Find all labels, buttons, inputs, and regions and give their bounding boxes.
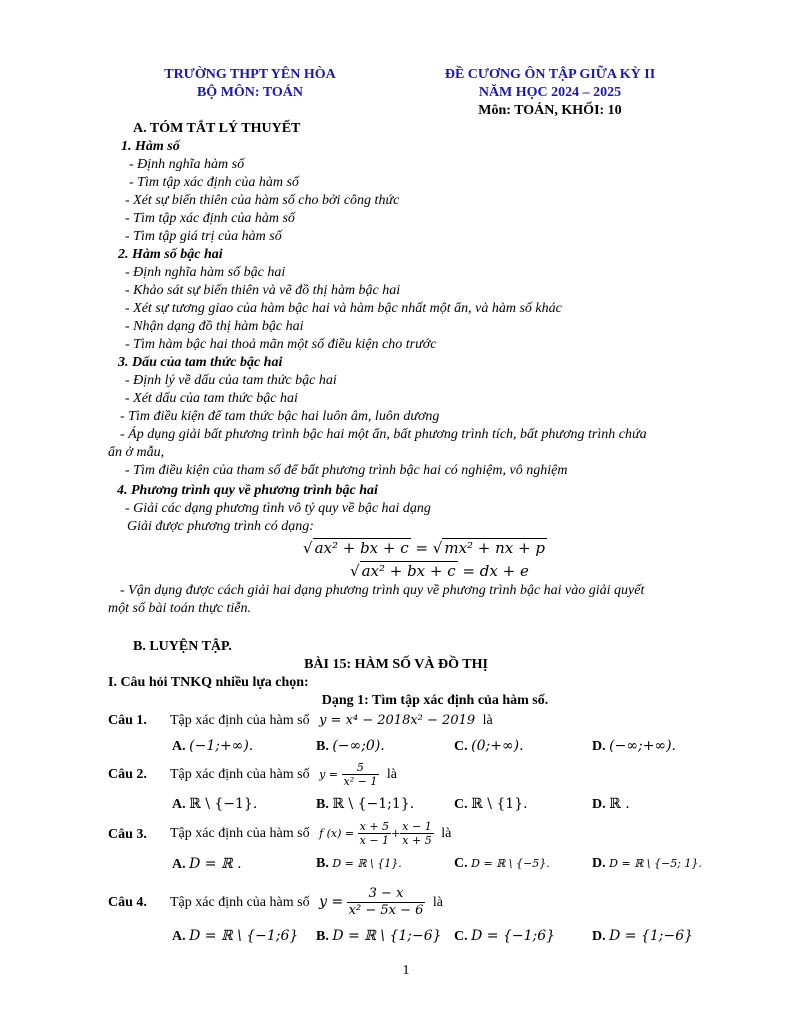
stem-tail: là	[386, 767, 397, 782]
option-value: (−1;+∞).	[189, 738, 254, 754]
option-label: C.	[454, 929, 468, 944]
topic-1-item: - Tìm tập xác định của hàm số	[125, 211, 295, 226]
option-label: D.	[592, 856, 606, 871]
lesson-title: BÀI 15: HÀM SỐ VÀ ĐỒ THỊ	[304, 657, 488, 672]
option-c[interactable]	[454, 928, 555, 945]
option-c[interactable]	[454, 738, 524, 755]
question-number: Câu 3.	[108, 827, 147, 842]
topic-2-item: - Định nghĩa hàm số bậc hai	[125, 265, 286, 280]
option-label: B.	[316, 797, 329, 812]
topic-1-item: - Tìm tập giá trị của hàm số	[125, 229, 282, 244]
option-b[interactable]	[316, 856, 402, 872]
option-label: A.	[172, 739, 186, 754]
eq2-radicand: ax² + bx + c	[361, 562, 456, 580]
eq2-right-side: = dx + e	[462, 562, 529, 580]
option-value: ℝ \ {−1}.	[189, 796, 258, 812]
topic-3-item: - Xét dấu của tam thức bậc hai	[125, 391, 298, 406]
equation-2: √ ax² + bx + c = dx + e	[350, 562, 529, 580]
question-stem: Tập xác định của hàm số y = $\frac{5}{\text{x² − 1}}$ là	[170, 761, 397, 789]
topic-4-heading: 4. Phương trình quy về phương trình bậc hai	[117, 483, 378, 498]
option-value: D = ℝ \ {−5}.	[471, 857, 550, 870]
option-d[interactable]	[592, 928, 693, 945]
option-label: D.	[592, 739, 606, 754]
option-b[interactable]	[316, 928, 442, 945]
document-title: ĐỀ CƯƠNG ÔN TẬP GIỮA KỲ II	[444, 67, 656, 82]
option-value: D = {1;−6}	[609, 928, 694, 944]
option-value: ℝ \ {1}.	[471, 796, 528, 812]
subject-line: Môn: TOÁN, KHỐI: 10	[478, 103, 622, 118]
option-a[interactable]	[172, 796, 257, 813]
option-label: D.	[592, 929, 606, 944]
stem-text: Tập xác định của hàm số	[170, 826, 310, 841]
topic-1-heading: 1. Hàm số	[121, 139, 180, 154]
option-d[interactable]	[592, 738, 676, 755]
fraction: $\frac{3 - x}{\text{x² − 5x − 6}}$	[348, 886, 424, 919]
topic-2-item: - Khảo sát sự biến thiên và vẽ đồ thị hàm bậc hai	[125, 283, 401, 298]
school-name: TRƯỜNG THPT YÊN HÒA	[164, 67, 336, 82]
option-a[interactable]	[172, 928, 298, 945]
type-title: Dạng 1: Tìm tập xác định của hàm số.	[321, 693, 549, 708]
stem-text: Tập xác định của hàm số	[170, 895, 310, 910]
option-a[interactable]	[172, 856, 242, 873]
option-value: D = ℝ \ {−1;6}	[189, 928, 299, 944]
option-value: (−∞;+∞).	[609, 738, 677, 754]
topic-3-item: ẩn ở mẫu,	[108, 445, 165, 460]
option-label: B.	[316, 739, 329, 754]
stem-text: Tập xác định của hàm số	[170, 713, 310, 728]
option-value: ℝ \ {−1;1}.	[332, 796, 415, 812]
option-d[interactable]	[592, 796, 630, 813]
option-value: (−∞;0).	[332, 738, 385, 754]
topic-3-item: - Áp dụng giải bất phương trình bậc hai một ẩn, bất phương trình tích, bất phương trình chứa	[120, 427, 647, 442]
formula: y = x⁴ − 2018x² − 2019	[319, 713, 476, 728]
question-stem: Tập xác định của hàm số f (x) = $\frac{x + 5}{x - 1}$ + $\frac{x - 1}{x + 5}$ là	[170, 820, 452, 848]
option-value: D = {−1;6}	[471, 928, 556, 944]
option-b[interactable]	[316, 738, 385, 755]
department-name: BỘ MÔN: TOÁN	[196, 85, 304, 100]
closing-text: một số bài toán thực tiễn.	[108, 601, 251, 616]
topic-3-item: - Định lý về dấu của tam thức bậc hai	[125, 373, 337, 388]
stem-text: Tập xác định của hàm số	[170, 767, 310, 782]
topic-1-item: - Tìm tập xác định của hàm số	[129, 175, 299, 190]
option-value: D = ℝ .	[189, 856, 242, 872]
topic-4-item: - Giải các dạng phương tình vô tỷ quy về bậc hai dạng	[125, 501, 431, 516]
equation-1: √ ax² + bx + c = √ mx² + nx + p	[303, 539, 545, 557]
page-number: 1	[402, 963, 410, 978]
stem-tail: là	[441, 826, 452, 841]
option-value: D = ℝ \ {1;−6}	[332, 928, 442, 944]
stem-tail: là	[482, 713, 493, 728]
question-number: Câu 1.	[108, 713, 147, 728]
option-value: ℝ .	[609, 796, 630, 812]
option-label: B.	[316, 929, 329, 944]
eq1-left-radicand: ax² + bx + c	[314, 539, 409, 557]
option-label: C.	[454, 739, 468, 754]
fraction: $\frac{x - 1}{x + 5}$	[402, 820, 432, 848]
section-b-title: B. LUYỆN TẬP.	[133, 639, 232, 654]
question-number: Câu 2.	[108, 767, 147, 782]
part-title: I. Câu hỏi TNKQ nhiều lựa chọn:	[108, 675, 309, 690]
option-label: C.	[454, 797, 468, 812]
topic-3-item: - Tìm điều kiện để tam thức bậc hai luôn âm, luôn dương	[120, 409, 440, 424]
option-label: A.	[172, 929, 186, 944]
question-stem	[170, 712, 493, 729]
topic-3-heading: 3. Dấu của tam thức bậc hai	[118, 355, 283, 370]
question-number: Câu 4.	[108, 895, 147, 910]
topic-2-item: - Xét sự tương giao của hàm bậc hai và hàm bậc nhất một ẩn, và hàm số khác	[125, 301, 562, 316]
closing-text: - Vận dụng được cách giải hai dạng phương trình quy về phương trình bậc hai vào giải quyết	[120, 583, 645, 598]
option-c[interactable]	[454, 796, 528, 813]
fraction: $\frac{5}{\text{x² − 1}}$	[343, 761, 378, 789]
topic-3-item: - Tìm điều kiện của tham số để bất phương trình bậc hai có nghiệm, vô nghiệm	[125, 463, 568, 478]
topic-2-item: - Nhận dạng đồ thị hàm bậc hai	[125, 319, 304, 334]
fraction: $\frac{x + 5}{x - 1}$	[359, 820, 390, 848]
option-a[interactable]	[172, 738, 253, 755]
section-a-title: A. TÓM TẮT LÝ THUYẾT	[133, 121, 301, 136]
option-label: D.	[592, 797, 606, 812]
topic-4-item: Giải được phương trình có dạng:	[127, 519, 314, 534]
option-value: D = ℝ \ {−5; 1}.	[609, 857, 702, 870]
question-stem: Tập xác định của hàm số y = $\frac{3 - x}{\text{x² − 5x − 6}}$ là	[170, 886, 443, 919]
option-label: A.	[172, 857, 186, 872]
option-label: C.	[454, 856, 468, 871]
option-label: A.	[172, 797, 186, 812]
option-value: (0;+∞).	[471, 738, 524, 754]
topic-2-item: - Tìm hàm bậc hai thoả mãn một số điều kiện cho trước	[125, 337, 437, 352]
topic-1-item: - Định nghĩa hàm số	[129, 157, 245, 172]
eq1-right-radicand: mx² + nx + p	[444, 539, 545, 557]
topic-1-item: - Xét sự biến thiên của hàm số cho bởi công thức	[125, 193, 400, 208]
option-c[interactable]	[454, 856, 550, 872]
option-b[interactable]	[316, 796, 414, 813]
option-value: D = ℝ \ {1}.	[332, 857, 402, 870]
school-year: NĂM HỌC 2024 – 2025	[478, 85, 622, 100]
stem-tail: là	[432, 895, 443, 910]
option-d[interactable]	[592, 856, 702, 872]
option-label: B.	[316, 856, 329, 871]
topic-2-heading: 2. Hàm số bậc hai	[118, 247, 223, 262]
